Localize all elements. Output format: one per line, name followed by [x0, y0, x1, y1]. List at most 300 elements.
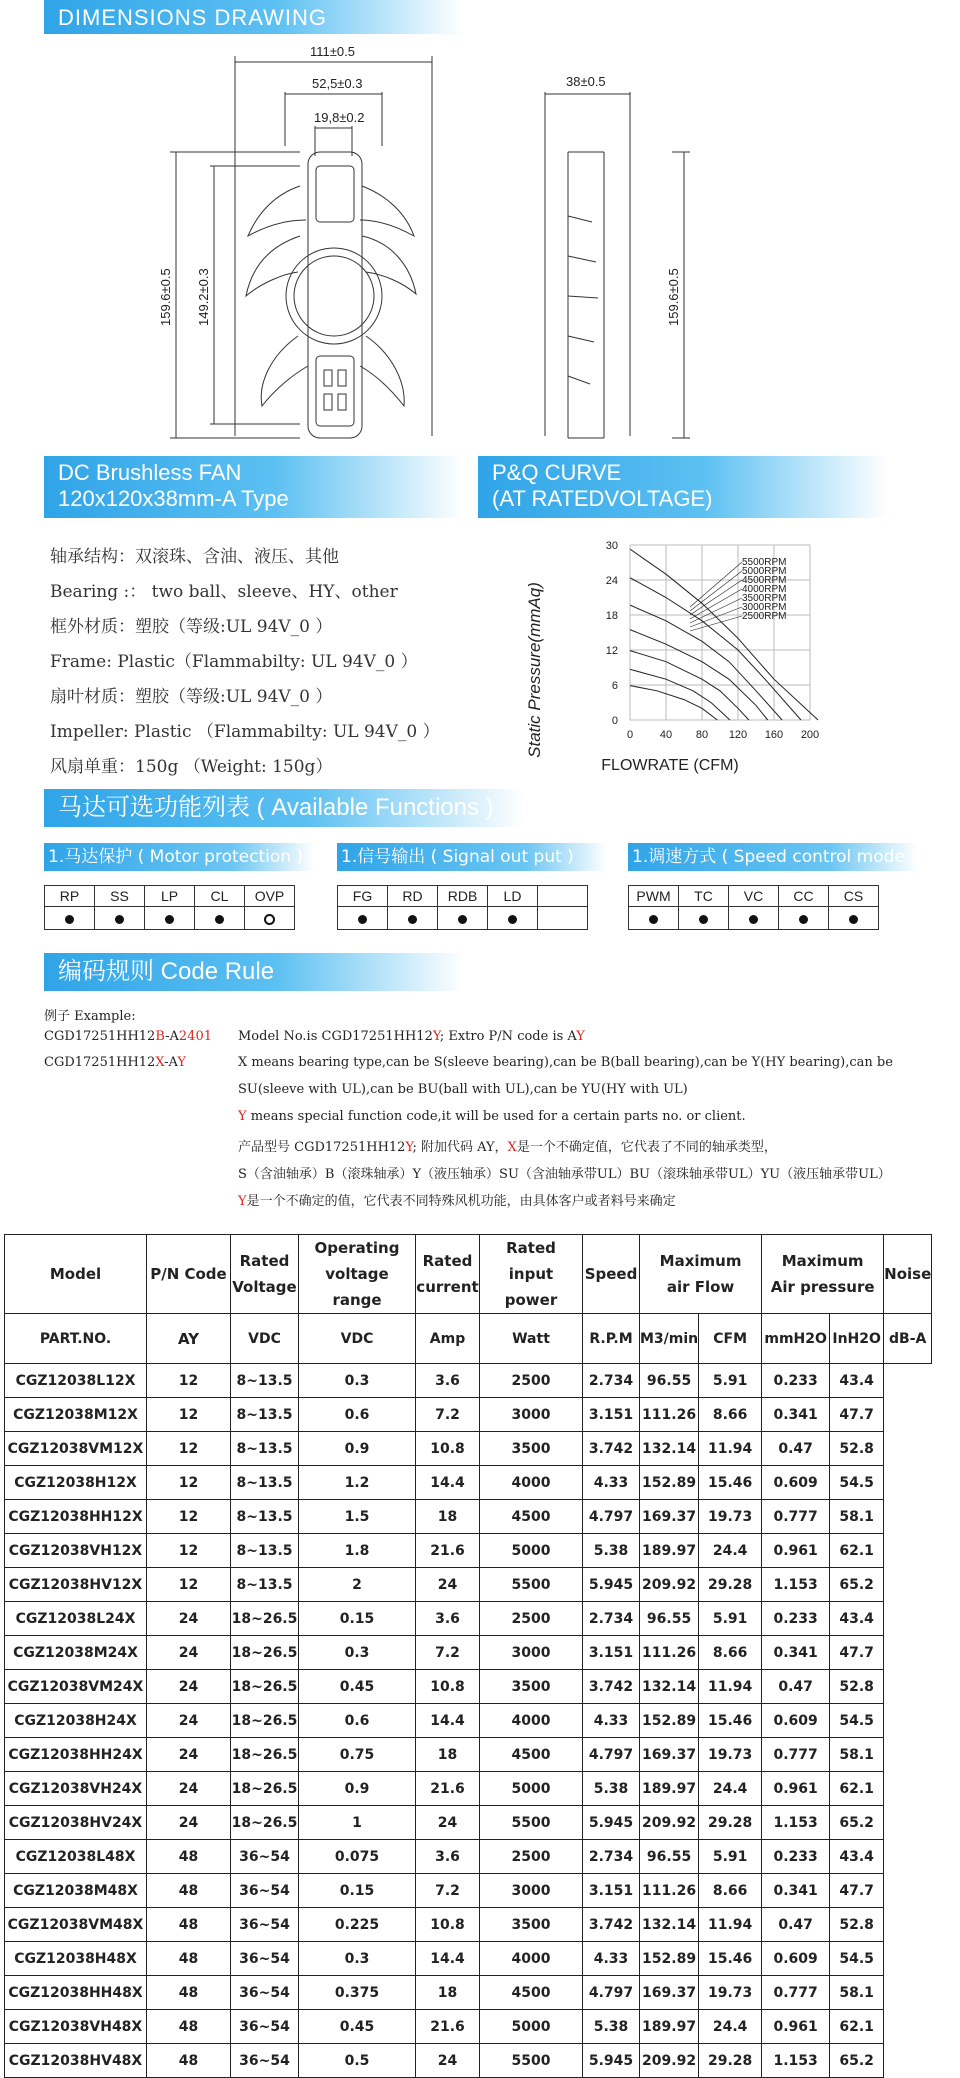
func-col: CL [195, 886, 245, 907]
table-row [5, 1602, 932, 1636]
part-number-cell: CGZ12038VH24X [5, 1772, 147, 1806]
dot-icon [849, 915, 858, 924]
func-col: FG [338, 886, 388, 907]
series-label: 5000RPM [742, 566, 787, 577]
table-cell: 52.8 [830, 1432, 884, 1466]
table-cell: 5.945 [583, 2044, 640, 2078]
fan-type-banner [44, 456, 464, 518]
dot-icon [408, 915, 417, 924]
table-cell: 12 [147, 1398, 231, 1432]
table-cell: 169.37 [640, 1738, 699, 1772]
part-number-cell: CGZ12038VM24X [5, 1670, 147, 1704]
table-cell: 8~13.5 [231, 1364, 299, 1398]
table-row [5, 1398, 932, 1432]
table-cell: 132.14 [640, 1670, 699, 1704]
table-cell: 18 [416, 1738, 480, 1772]
table-cell: 36~54 [231, 2044, 299, 2078]
dot-icon [115, 915, 124, 924]
table-cell: 24 [147, 1670, 231, 1704]
table-cell: 62.1 [830, 1772, 884, 1806]
func-col: LD [488, 886, 538, 907]
table-cell: 132.14 [640, 1908, 699, 1942]
table-cell: 62.1 [830, 1534, 884, 1568]
dimensions-banner [44, 0, 464, 34]
part-number-cell: CGZ12038HV48X [5, 2044, 147, 2078]
table-cell: 14.4 [416, 1704, 480, 1738]
part-number-cell: CGZ12038HH48X [5, 1976, 147, 2010]
y-tick-label: 6 [611, 680, 618, 692]
table-cell: 5.945 [583, 1806, 640, 1840]
y-tick-label: 18 [605, 610, 618, 622]
code-rule-title: 编码规则 Code Rule [58, 958, 275, 985]
header-rated-power: Rated input power [480, 1235, 583, 1314]
speed-control-title: 1.调速方式 ( Speed control mode ) [628, 843, 918, 871]
part-number-cell: CGZ12038HV24X [5, 1806, 147, 1840]
table-row [5, 1636, 932, 1670]
table-cell: 4.33 [583, 1704, 640, 1738]
table-cell: 24 [416, 1568, 480, 1602]
table-cell: 12 [147, 1364, 231, 1398]
spec-bearing-en: Bearing :： two ball、sleeve、HY、other [50, 582, 398, 602]
func-col [538, 886, 588, 907]
table-cell: 4.797 [583, 1976, 640, 2010]
table-row [5, 2044, 932, 2078]
series-label: 3000RPM [742, 602, 787, 613]
dot-icon [215, 915, 224, 924]
example-code-2: CGD17251HH12X-AY [44, 1055, 186, 1070]
table-cell: 14.4 [416, 1942, 480, 1976]
table-cell: 10.8 [416, 1908, 480, 1942]
speed-control-group [628, 843, 918, 930]
table-cell: 3.151 [583, 1636, 640, 1670]
table-cell: 1.5 [299, 1500, 416, 1534]
header-operating-voltage: Operating voltage range [299, 1235, 416, 1314]
func-mark [729, 907, 779, 930]
func-mark [145, 907, 195, 930]
header-rated-current: Rated current [416, 1235, 480, 1314]
unit-cell: CFM [699, 1314, 762, 1364]
table-cell: 4500 [480, 1738, 583, 1772]
fan-type-line-1: DC Brushless FAN [58, 460, 242, 485]
table-cell: 7.2 [416, 1398, 480, 1432]
table-cell: 3000 [480, 1636, 583, 1670]
header-noise: Noise [884, 1235, 932, 1314]
table-cell: 47.7 [830, 1636, 884, 1670]
table-cell: 0.45 [299, 2010, 416, 2044]
signal-output-table [337, 885, 588, 930]
table-cell: 24 [416, 2044, 480, 2078]
table-cell: 2.734 [583, 1364, 640, 1398]
table-cell: 48 [147, 1874, 231, 1908]
func-col: OVP [245, 886, 295, 907]
table-cell: 19.73 [699, 1976, 762, 2010]
table-cell: 0.6 [299, 1398, 416, 1432]
table-cell: 24.4 [699, 1772, 762, 1806]
table-cell: 54.5 [830, 1942, 884, 1976]
table-cell: 2500 [480, 1364, 583, 1398]
table-cell: 24 [147, 1704, 231, 1738]
unit-cell: dB-A [884, 1314, 932, 1364]
table-cell: 54.5 [830, 1466, 884, 1500]
table-cell: 189.97 [640, 1534, 699, 1568]
table-cell: 209.92 [640, 1806, 699, 1840]
table-cell: 4000 [480, 1466, 583, 1500]
table-cell: 152.89 [640, 1942, 699, 1976]
x-tick-label: 200 [800, 729, 820, 741]
table-cell: 65.2 [830, 1806, 884, 1840]
table-cell: 5000 [480, 2010, 583, 2044]
table-cell: 0.47 [762, 1670, 830, 1704]
motor-protection-table [44, 885, 295, 930]
functions-banner [44, 789, 524, 827]
table-cell: 36~54 [231, 2010, 299, 2044]
func-mark [438, 907, 488, 930]
func-col: CS [829, 886, 879, 907]
series-leader-line [690, 571, 742, 611]
part-number-cell: CGZ12038L48X [5, 1840, 147, 1874]
table-cell: 3500 [480, 1432, 583, 1466]
table-row [5, 1976, 932, 2010]
table-cell: 5.91 [699, 1840, 762, 1874]
series-leader-line [690, 598, 742, 623]
table-cell: 0.609 [762, 1466, 830, 1500]
part-number-cell: CGZ12038M48X [5, 1874, 147, 1908]
table-cell: 2 [299, 1568, 416, 1602]
table-cell: 0.225 [299, 1908, 416, 1942]
part-number-cell: CGZ12038HV12X [5, 1568, 147, 1602]
table-row [5, 2010, 932, 2044]
table-cell: 29.28 [699, 2044, 762, 2078]
part-number-cell: CGZ12038L24X [5, 1602, 147, 1636]
dot-icon [508, 915, 517, 924]
table-cell: 0.5 [299, 2044, 416, 2078]
dot-icon [799, 915, 808, 924]
cn-line-1: 产品型号 CGD17251HH12Y; 附加代码 AY，X是一个不确定值，它代表了不同的轴承类型， [238, 1140, 777, 1155]
model-line: Model No.is CGD17251HH12Y; Extro P/N code is AY [238, 1029, 585, 1044]
table-row [5, 1942, 932, 1976]
table-cell: 5500 [480, 1806, 583, 1840]
unit-cell: VDC [231, 1314, 299, 1364]
unit-cell: M3/min [640, 1314, 699, 1364]
y-meaning: Y means special function code,it will be used for a certain parts no. or client. [238, 1109, 746, 1124]
table-cell: 48 [147, 1908, 231, 1942]
table-cell: 36~54 [231, 1976, 299, 2010]
unit-cell: R.P.M [583, 1314, 640, 1364]
func-col: SS [95, 886, 145, 907]
functions-title: 马达可选功能列表 ( Available Functions ) [58, 794, 494, 821]
table-cell: 12 [147, 1500, 231, 1534]
y-tick-label: 12 [605, 645, 618, 657]
table-cell: 3.742 [583, 1670, 640, 1704]
table-cell: 152.89 [640, 1466, 699, 1500]
table-cell: 47.7 [830, 1398, 884, 1432]
table-cell: 48 [147, 2010, 231, 2044]
series-leader-line [690, 562, 742, 607]
table-cell: 3000 [480, 1398, 583, 1432]
func-mark [45, 907, 95, 930]
table-cell: 43.4 [830, 1602, 884, 1636]
table-row [5, 1432, 932, 1466]
table-cell: 2.734 [583, 1840, 640, 1874]
motor-protection-title: 1.马达保护 ( Motor protection ) [44, 843, 314, 871]
table-cell: 7.2 [416, 1874, 480, 1908]
cn-line-3: Y是一个不确定的值，它代表不同特殊风机功能，由具体客户或者料号来确定 [238, 1194, 676, 1209]
example-code-1: CGD17251HH12B-A2401 [44, 1029, 212, 1044]
part-number-cell: CGZ12038VH48X [5, 2010, 147, 2044]
table-cell: 0.375 [299, 1976, 416, 2010]
part-number-cell: CGZ12038H12X [5, 1466, 147, 1500]
table-cell: 4.797 [583, 1500, 640, 1534]
table-cell: 3500 [480, 1670, 583, 1704]
table-cell: 3500 [480, 1908, 583, 1942]
open-dot-icon [264, 914, 275, 925]
table-cell: 4000 [480, 1942, 583, 1976]
x-tick-label: 120 [728, 729, 748, 741]
pn-code-cell: AY [147, 1314, 231, 1364]
table-cell: 111.26 [640, 1636, 699, 1670]
table-cell: 5.91 [699, 1364, 762, 1398]
example-label: 例子 Example: [44, 1009, 136, 1024]
table-cell: 14.4 [416, 1466, 480, 1500]
header-model: Model [5, 1235, 147, 1314]
table-cell: 24 [416, 1806, 480, 1840]
table-cell: 0.233 [762, 1602, 830, 1636]
table-cell: 8~13.5 [231, 1568, 299, 1602]
table-cell: 189.97 [640, 2010, 699, 2044]
header-air-flow: Maximum air Flow [640, 1235, 762, 1314]
table-cell: 5500 [480, 1568, 583, 1602]
dot-icon [165, 915, 174, 924]
table-row [5, 1840, 932, 1874]
table-cell: 4.33 [583, 1466, 640, 1500]
table-cell: 58.1 [830, 1500, 884, 1534]
unit-part-no: PART.NO. [5, 1314, 147, 1364]
table-cell: 8.66 [699, 1874, 762, 1908]
table-cell: 58.1 [830, 1738, 884, 1772]
header-pn: P/N Code [147, 1235, 231, 1314]
func-col: RP [45, 886, 95, 907]
table-cell: 24 [147, 1636, 231, 1670]
table-cell: 3.742 [583, 1432, 640, 1466]
part-number-cell: CGZ12038M24X [5, 1636, 147, 1670]
table-cell: 209.92 [640, 1568, 699, 1602]
func-mark [338, 907, 388, 930]
part-number-cell: CGZ12038H24X [5, 1704, 147, 1738]
header-speed: Speed [583, 1235, 640, 1314]
table-row [5, 1670, 932, 1704]
series-label: 4500RPM [742, 575, 787, 586]
table-cell: 5.38 [583, 1772, 640, 1806]
func-col: LP [145, 886, 195, 907]
table-cell: 0.961 [762, 1772, 830, 1806]
table-cell: 5.945 [583, 1568, 640, 1602]
table-cell: 62.1 [830, 2010, 884, 2044]
table-cell: 2500 [480, 1840, 583, 1874]
func-mark [829, 907, 879, 930]
table-cell: 12 [147, 1534, 231, 1568]
table-cell: 48 [147, 1976, 231, 2010]
func-mark [245, 907, 295, 930]
spec-frame-en: Frame: Plastic（Flammabilty: UL 94V_0 ） [50, 652, 418, 672]
func-mark [488, 907, 538, 930]
func-col: RD [388, 886, 438, 907]
table-cell: 0.47 [762, 1908, 830, 1942]
pq-title-line-2: (AT RATEDVOLTAGE) [492, 486, 713, 511]
speed-control-table [628, 885, 879, 930]
table-cell: 0.961 [762, 1534, 830, 1568]
table-cell: 169.37 [640, 1976, 699, 2010]
func-mark [538, 907, 588, 930]
table-cell: 18 [416, 1976, 480, 2010]
motor-protection-group [44, 843, 314, 930]
spec-frame-cn: 框外材质：塑胶（等级:UL 94V_0 ） [50, 617, 333, 637]
table-cell: 19.73 [699, 1738, 762, 1772]
table-cell: 8~13.5 [231, 1432, 299, 1466]
units-row [5, 1314, 932, 1364]
table-cell: 8~13.5 [231, 1398, 299, 1432]
table-cell: 5.38 [583, 2010, 640, 2044]
table-cell: 36~54 [231, 1840, 299, 1874]
pq-banner [478, 456, 888, 518]
dot-icon [458, 915, 467, 924]
unit-cell: VDC [299, 1314, 416, 1364]
func-mark [679, 907, 729, 930]
table-cell: 0.341 [762, 1398, 830, 1432]
unit-cell: InH2O [830, 1314, 884, 1364]
table-cell: 3.6 [416, 1602, 480, 1636]
table-cell: 3.742 [583, 1908, 640, 1942]
table-row [5, 1534, 932, 1568]
unit-cell: mmH2O [762, 1314, 830, 1364]
table-cell: 0.777 [762, 1500, 830, 1534]
table-cell: 18~26.5 [231, 1704, 299, 1738]
table-cell: 0.3 [299, 1364, 416, 1398]
table-cell: 48 [147, 1840, 231, 1874]
table-cell: 0.47 [762, 1432, 830, 1466]
table-cell: 0.341 [762, 1636, 830, 1670]
table-cell: 54.5 [830, 1704, 884, 1738]
table-cell: 1.2 [299, 1466, 416, 1500]
chart-xlabel: FLOWRATE (CFM) [601, 757, 739, 774]
table-row [5, 1466, 932, 1500]
table-cell: 0.75 [299, 1738, 416, 1772]
table-cell: 21.6 [416, 2010, 480, 2044]
table-cell: 0.9 [299, 1772, 416, 1806]
y-tick-label: 0 [611, 715, 618, 727]
table-cell: 24 [147, 1806, 231, 1840]
table-cell: 0.777 [762, 1738, 830, 1772]
table-cell: 0.6 [299, 1704, 416, 1738]
func-mark [95, 907, 145, 930]
table-cell: 29.28 [699, 1568, 762, 1602]
table-row [5, 1874, 932, 1908]
table-cell: 1.8 [299, 1534, 416, 1568]
table-cell: 5000 [480, 1534, 583, 1568]
dot-icon [358, 915, 367, 924]
x-tick-label: 40 [659, 729, 673, 741]
table-cell: 1.153 [762, 1568, 830, 1602]
dot-icon [65, 915, 74, 924]
func-col: VC [729, 886, 779, 907]
dim-width: 111±0.5 [310, 44, 355, 59]
table-cell: 11.94 [699, 1908, 762, 1942]
table-cell: 1 [299, 1806, 416, 1840]
table-row [5, 1738, 932, 1772]
table-cell: 24 [147, 1602, 231, 1636]
part-number-cell: CGZ12038M12X [5, 1398, 147, 1432]
table-cell: 65.2 [830, 2044, 884, 2078]
header-air-pressure: Maximum Air pressure [762, 1235, 884, 1314]
table-cell: 0.075 [299, 1840, 416, 1874]
table-cell: 0.233 [762, 1840, 830, 1874]
table-cell: 24 [147, 1772, 231, 1806]
header-rated-voltage: Rated Voltage [231, 1235, 299, 1314]
table-cell: 10.8 [416, 1670, 480, 1704]
table-cell: 15.46 [699, 1942, 762, 1976]
table-row [5, 1364, 932, 1398]
table-cell: 18~26.5 [231, 1806, 299, 1840]
code-rule-banner [44, 953, 464, 991]
y-tick-label: 30 [605, 540, 618, 552]
func-col: CC [779, 886, 829, 907]
table-cell: 12 [147, 1568, 231, 1602]
table-cell: 15.46 [699, 1466, 762, 1500]
table-cell: 96.55 [640, 1840, 699, 1874]
table-cell: 4500 [480, 1976, 583, 2010]
table-cell: 3.151 [583, 1398, 640, 1432]
table-cell: 0.9 [299, 1432, 416, 1466]
dim-inner-height: 149.2±0.3 [196, 268, 211, 326]
table-cell: 48 [147, 2044, 231, 2078]
table-cell: 96.55 [640, 1602, 699, 1636]
table-cell: 18~26.5 [231, 1670, 299, 1704]
table-row [5, 1772, 932, 1806]
x-tick-label: 0 [626, 729, 634, 741]
table-cell: 29.28 [699, 1806, 762, 1840]
table-cell: 36~54 [231, 1874, 299, 1908]
series-label: 5500RPM [742, 557, 787, 568]
table-cell: 21.6 [416, 1772, 480, 1806]
table-cell: 5000 [480, 1772, 583, 1806]
unit-cell: Amp [416, 1314, 480, 1364]
dim-side-height: 159.6±0.5 [666, 268, 681, 326]
spec-impeller-cn: 扇叶材质：塑胶（等级:UL 94V_0 ） [50, 687, 333, 707]
table-cell: 18 [416, 1500, 480, 1534]
table-cell: 12 [147, 1466, 231, 1500]
table-cell: 0.3 [299, 1636, 416, 1670]
table-cell: 8~13.5 [231, 1500, 299, 1534]
table-row [5, 1908, 932, 1942]
table-cell: 111.26 [640, 1398, 699, 1432]
spec-list [50, 540, 440, 785]
table-cell: 152.89 [640, 1704, 699, 1738]
table-cell: 5.38 [583, 1534, 640, 1568]
table-cell: 43.4 [830, 1364, 884, 1398]
dot-icon [749, 915, 758, 924]
func-mark [195, 907, 245, 930]
pq-chart [520, 525, 840, 785]
series-line-2500rpm [630, 686, 717, 720]
dim-depth: 38±0.5 [566, 74, 606, 89]
table-cell: 0.961 [762, 2010, 830, 2044]
table-cell: 2.734 [583, 1602, 640, 1636]
table-cell: 169.37 [640, 1500, 699, 1534]
table-row [5, 1500, 932, 1534]
series-label: 2500RPM [742, 611, 787, 622]
table-cell: 24.4 [699, 2010, 762, 2044]
spec-weight: 风扇单重：150g （Weight: 150g） [50, 757, 333, 777]
table-cell: 189.97 [640, 1772, 699, 1806]
